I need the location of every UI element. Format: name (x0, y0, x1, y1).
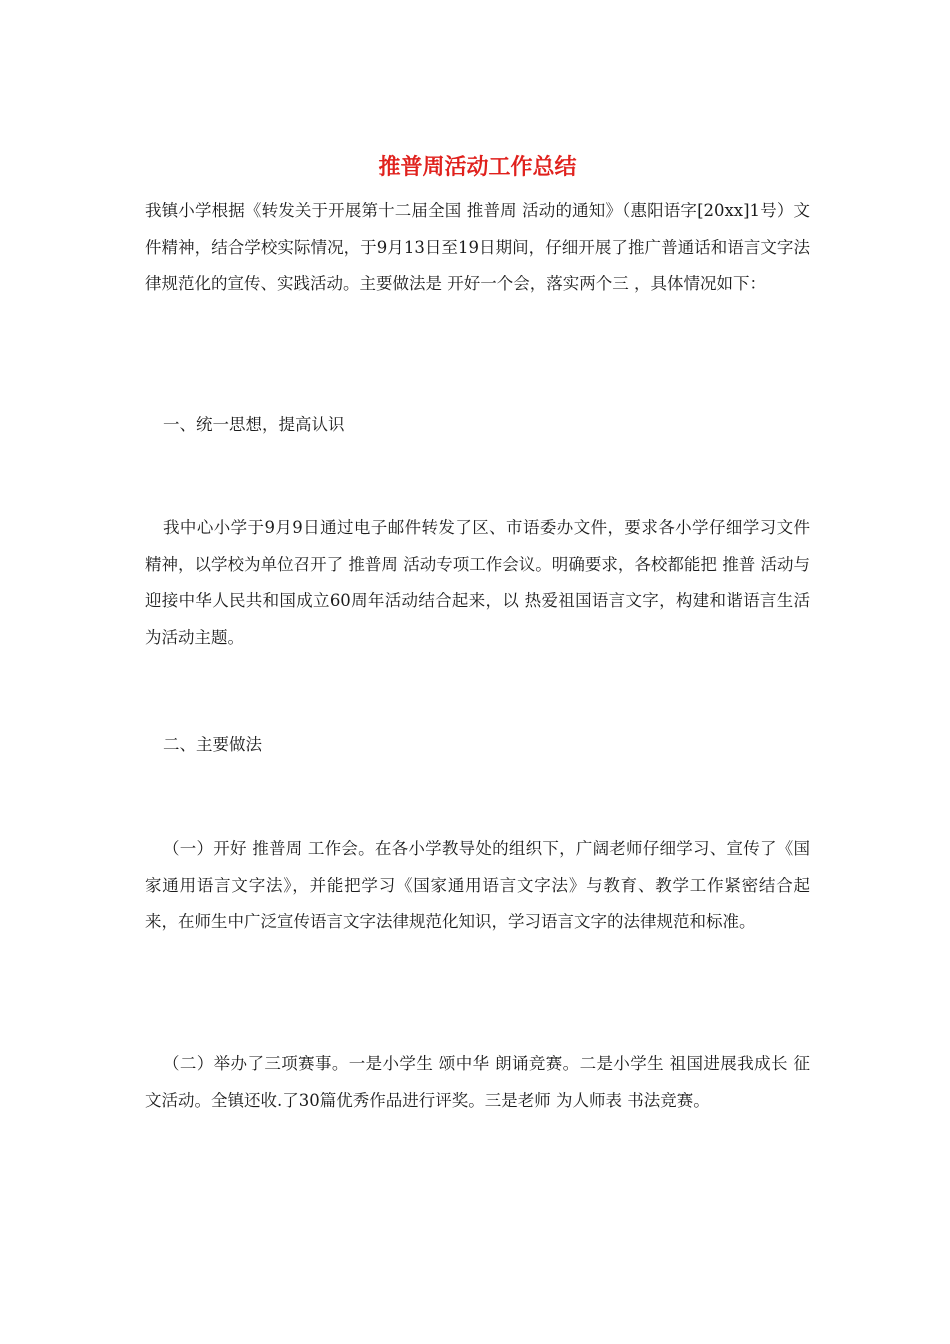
item-1-paragraph: （一）开好 推普周 工作会。在各小学教导处的组织下，广阔老师仔细学习、宣传了《国家通用语言文字法》，并能把学习《国家通用语言文字法》与教育、教学工作紧密结合起来，在师生中广泛宣传语言文字法律规范化知识，学习语言文字的法律规范和标准。 (145, 839, 810, 931)
intro-paragraph: 我镇小学根据《转发关于开展第十二届全国 推普周 活动的通知》（惠阳语字[20xx]1号）文件精神，结合学校实际情况，于9月13日至19日期间，仔细开展了推广普通话和语言文字法律规范化的宣传、实践活动。主要做法是 开好一个会，落实两个三 ，具体情况如下： (145, 201, 810, 293)
document-title: 推普周活动工作总结 (378, 155, 577, 180)
item-2-paragraph: （二）举办了三项赛事。一是小学生 颂中华 朗诵竞赛。二是小学生 祖国进展我成长 征文活动。全镇还收.了30篇优秀作品进行评奖。三是老师 为人师表 书法竞赛。 (145, 1054, 810, 1110)
section-heading-2: 二、主要做法 (163, 735, 262, 754)
section-heading-1: 一、统一思想，提高认识 (163, 415, 345, 434)
section-1-paragraph: 我中心小学于9月9日通过电子邮件转发了区、市语委办文件，要求各小学仔细学习文件精神，以学校为单位召开了 推普周 活动专项工作会议。明确要求，各校都能把 推普 活动与迎接中华人民共和国成立60周年活动结合起来，以 热爱祖国语言文字，构建和谐语言生活 为活动主题。 (145, 518, 810, 647)
